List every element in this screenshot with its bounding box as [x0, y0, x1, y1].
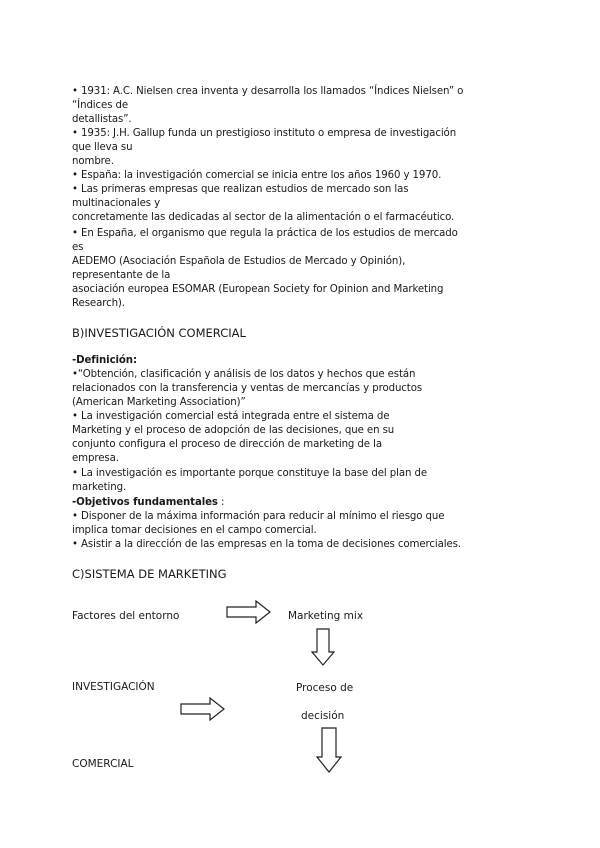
history-line: detallistas”.: [72, 114, 132, 125]
definition-line: • La investigación es importante porque constituye la base del plan de: [72, 468, 427, 479]
history-line: es: [72, 242, 84, 253]
definition-line: relacionados con la transferencia y ventas de mercancías y productos: [72, 383, 423, 394]
objectives-suffix: :: [217, 497, 225, 508]
history-line: Research).: [72, 298, 125, 309]
history-line: “Índices de: [72, 100, 129, 111]
right-arrow-icon: [226, 600, 272, 624]
history-line: • 1931: A.C. Nielsen crea inventa y desarrolla los llamados “Índices Nielsen” o: [72, 86, 464, 97]
comercial-label: COMERCIAL: [72, 758, 134, 770]
history-line: nombre.: [72, 156, 114, 167]
history-line: multinacionales y: [72, 198, 161, 209]
history-line: • En España, el organismo que regula la práctica de los estudios de mercado: [72, 228, 458, 239]
definition-label: -Definición:: [72, 355, 137, 366]
history-line: concretamente las dedicadas al sector de la alimentación o el farmacéutico.: [72, 212, 455, 223]
history-line: representante de la: [72, 270, 171, 281]
down-arrow-icon: [316, 727, 342, 773]
right-arrow-icon: [180, 697, 226, 721]
history-line: AEDEMO (Asociación Española de Estudios de Mercado y Opinión),: [72, 256, 406, 267]
objectives-line: • Disponer de la máxima información para reducir al mínimo el riesgo que: [72, 511, 445, 522]
section-c-title: C)SISTEMA DE MARKETING: [72, 567, 227, 581]
objectives-heading: [72, 496, 224, 510]
section-b-title: B)INVESTIGACIÓN COMERCIAL: [72, 326, 246, 340]
proceso-label: Proceso de: [296, 682, 354, 694]
history-line: que lleva su: [72, 142, 133, 153]
down-arrow-icon: [311, 628, 335, 666]
history-line: • 1935: J.H. Gallup funda un prestigioso instituto o empresa de investigación: [72, 128, 457, 139]
objectives-label: -Objetivos fundamentales: [72, 497, 218, 508]
definition-line: marketing.: [72, 482, 127, 493]
decision-label: decisión: [301, 710, 345, 722]
objectives-line: • Asistir a la dirección de las empresas en la toma de decisiones comerciales.: [72, 539, 461, 550]
objectives-line: implica tomar decisiones en el campo comercial.: [72, 525, 317, 536]
history-line: • España: la investigación comercial se inicia entre los años 1960 y 1970.: [72, 170, 442, 181]
definition-line: • La investigación comercial está integrada entre el sistema de: [72, 411, 390, 422]
history-line: asociación europea ESOMAR (European Society for Opinion and Marketing: [72, 284, 444, 295]
factores-label: Factores del entorno: [72, 610, 180, 622]
definition-line: conjunto configura el proceso de dirección de marketing de la: [72, 439, 382, 450]
definition-line: Marketing y el proceso de adopción de las decisiones, que en su: [72, 425, 395, 436]
definition-line: •“Obtención, clasificación y análisis de los datos y hechos que están: [72, 369, 416, 380]
marketing-mix-label: Marketing mix: [288, 610, 364, 622]
investigacion-label: INVESTIGACIÓN: [72, 681, 155, 693]
definition-line: empresa.: [72, 453, 119, 464]
definition-line: (American Marketing Association)”: [72, 397, 246, 408]
history-line: • Las primeras empresas que realizan estudios de mercado son las: [72, 184, 409, 195]
